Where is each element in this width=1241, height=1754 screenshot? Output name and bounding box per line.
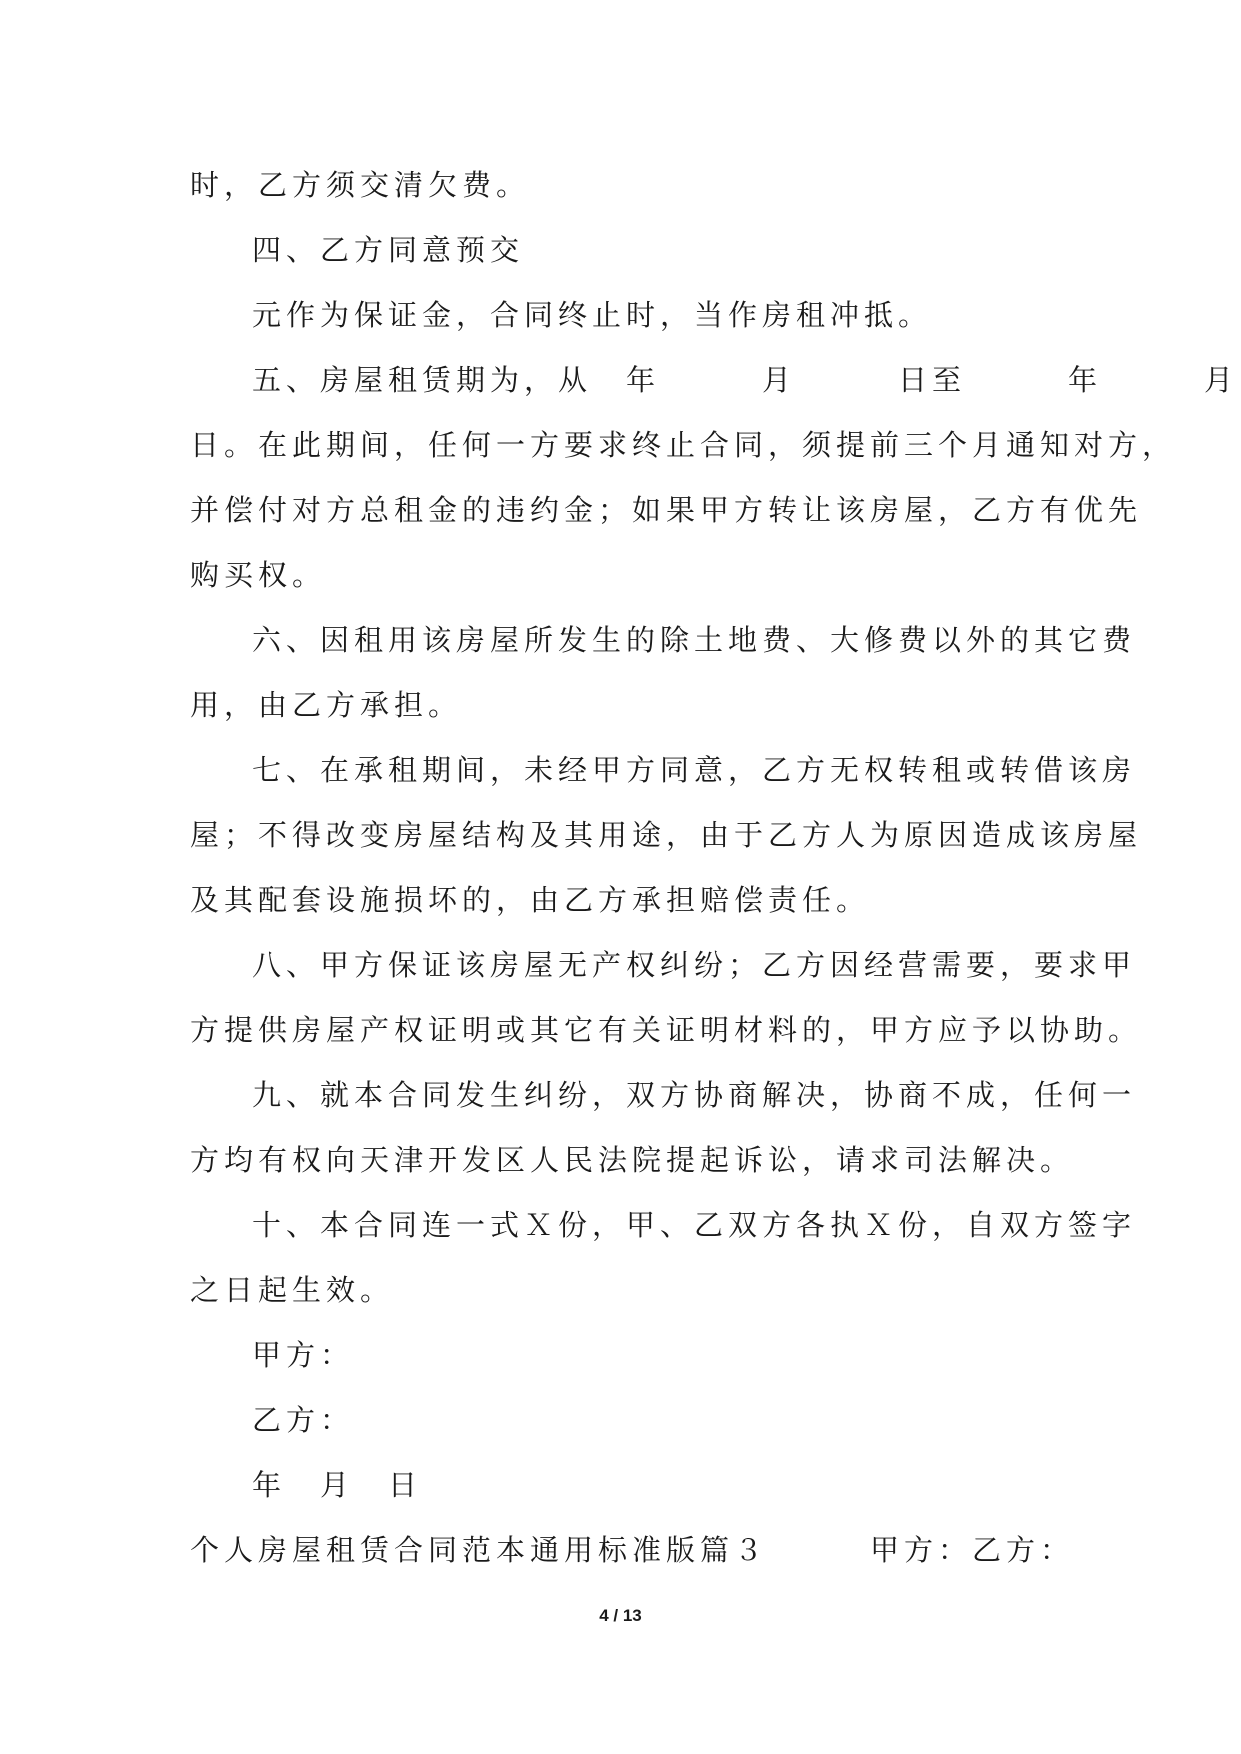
- section-heading: 个人房屋租赁合同范本通用标准版篇３ 甲方：乙方：: [190, 1533, 1075, 1567]
- text-line: 屋；不得改变房屋结构及其用途，由于乙方人为原因造成该房屋: [190, 818, 1143, 852]
- page-number: 4 / 13: [599, 1606, 642, 1625]
- text-line: 方均有权向天津开发区人民法院提起诉讼，请求司法解决。: [190, 1143, 1075, 1177]
- text-line: 八、甲方保证该房屋无产权纠纷；乙方因经营需要，要求甲: [252, 948, 1137, 982]
- signature-party-b: 乙方：: [252, 1403, 355, 1437]
- text-line: 方提供房屋产权证明或其它有关证明材料的，甲方应予以协助。: [190, 1013, 1143, 1047]
- text-line: 七、在承租期间，未经甲方同意，乙方无权转租或转借该房: [252, 753, 1137, 787]
- text-line: 时，乙方须交清欠费。: [190, 168, 531, 202]
- text-line: 元作为保证金，合同终止时，当作房租冲抵。: [252, 298, 933, 332]
- text-line: 六、因租用该房屋所发生的除土地费、大修费以外的其它费: [252, 623, 1137, 657]
- text-line: 四、乙方同意预交: [252, 233, 525, 267]
- text-line: 及其配套设施损坏的，由乙方承担赔偿责任。: [190, 883, 871, 917]
- text-line: 购买权。: [190, 558, 327, 592]
- text-line: 九、就本合同发生纠纷，双方协商解决，协商不成，任何一: [252, 1078, 1137, 1112]
- text-line: 十、本合同连一式Ｘ份，甲、乙双方各执Ｘ份，自双方签字: [252, 1208, 1137, 1242]
- text-line: 日。在此期间，任何一方要求终止合同，须提前三个月通知对方，: [190, 428, 1177, 462]
- signature-party-a: 甲方：: [252, 1338, 355, 1372]
- signature-date: 年 月 日: [252, 1468, 423, 1502]
- text-line: 并偿付对方总租金的违约金；如果甲方转让该房屋，乙方有优先: [190, 493, 1143, 527]
- text-line: 用，由乙方承担。: [190, 688, 463, 722]
- text-line: 之日起生效。: [190, 1273, 395, 1307]
- text-line: 五、房屋租赁期为，从 年 月 日至 年 月: [252, 363, 1239, 397]
